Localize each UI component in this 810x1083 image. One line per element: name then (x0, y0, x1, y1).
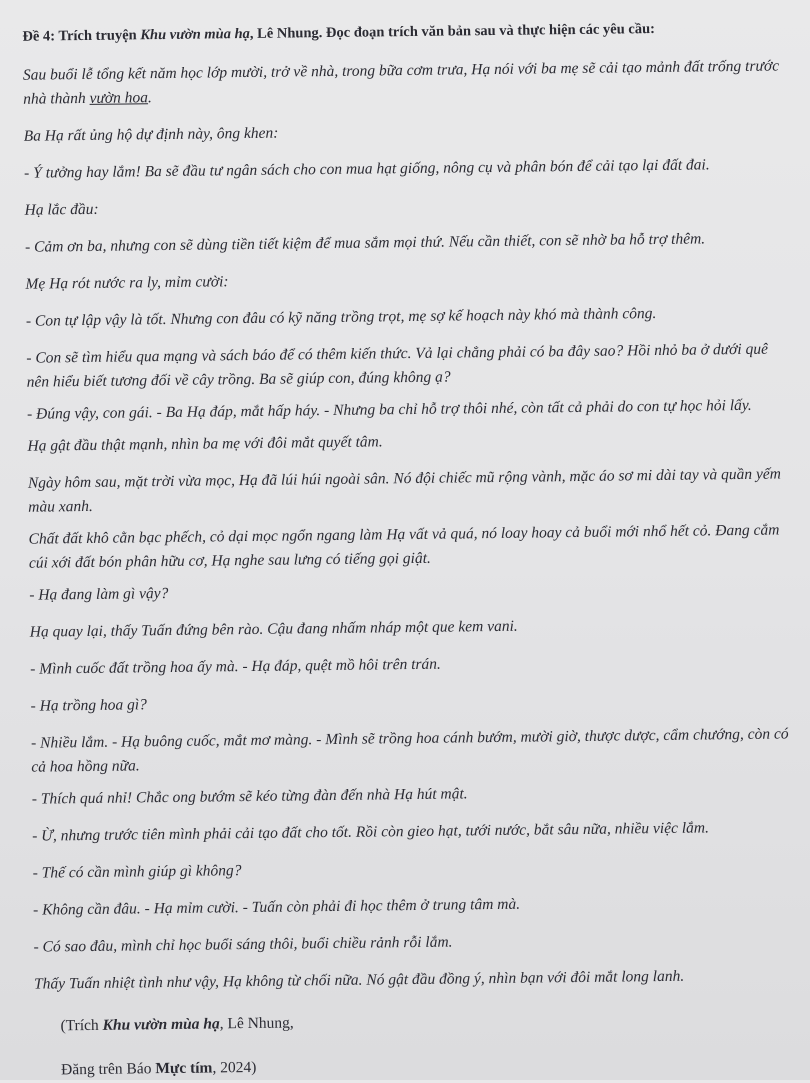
title-prefix: Đề 4: Trích truyện (22, 27, 141, 45)
citation-line-1 (60, 1005, 794, 1038)
intro-paragraph (23, 54, 784, 111)
story-paragraph: - Hạ đang làm gì vậy? (29, 584, 169, 604)
intro-text: Sau buổi lễ tổng kết năm học lớp mười, trở về nhà, trong bữa cơm trưa, Hạ nói với ba mẹ sẽ cải tạo mảnh đất trống trước nhà thành (22, 57, 780, 108)
story-paragraph: Mẹ Hạ rót nước ra ly, mỉm cười: (25, 273, 229, 293)
citation-published-prefix: Đăng trên Báo (60, 1060, 156, 1079)
story-paragraph: - Có sao đâu, mình chỉ học buổi sáng thôi, buổi chiều rảnh rỗi lắm. (33, 933, 453, 956)
story-paragraph: Thấy Tuấn nhiệt tình như vậy, Hạ không từ chối nữa. Nó gật đầu đồng ý, nhìn bạn với đôi mắt long lanh. (33, 967, 685, 993)
citation-newspaper: Mực tím (155, 1059, 213, 1078)
story-paragraph: - Ý tưởng hay lắm! Ba sẽ đầu tư ngân sách cho con mua hạt giống, nông cụ và phân bón để cải tạo lại đất đai. (24, 156, 710, 182)
story-paragraph: - Thế có cần mình giúp gì không? (32, 862, 242, 882)
title-rest: , Lê Nhung. Đọc đoạn trích văn bản sau và thực hiện các yêu cầu: (249, 21, 656, 42)
story-paragraph: - Không cần đâu. - Hạ mỉm cười. - Tuấn còn phải đi học thêm ở trung tâm mà. (33, 895, 521, 919)
story-paragraph: - Con sẽ tìm hiểu qua mạng và sách báo để có thêm kiến thức. Vả lại chẳng phải có ba đây sao? Hồi nhỏ ba ở dưới quê nên hiểu biết tương đối về cây trồng. Ba sẽ giúp con, đúng không ạ? (26, 340, 769, 391)
title-work-name: Khu vườn mùa hạ (140, 25, 250, 44)
story-paragraph: - Nhiều lắm. - Hạ buông cuốc, mắt mơ màng. - Mình sẽ trồng hoa cánh bướm, mười giờ, thược dược, cẩm chướng, còn có cả hoa hồng nữa. (30, 725, 789, 776)
story-paragraph: Chất đất khô cằn bạc phếch, cỏ dại mọc ngổn ngang làm Hạ vất vả quá, nó loay hoay cả buổi mới nhổ hết cỏ. Đang cắm cúi xới đất bón phân hữu cơ, Hạ nghe sau lưng có tiếng gọi giật. (28, 521, 780, 572)
story-paragraph: - Ừ, nhưng trước tiên mình phải cải tạo đất cho tốt. Rồi còn gieo hạt, tưới nước, bắt sâu nữa, nhiều việc lắm. (32, 819, 710, 845)
story-paragraph: Ba Hạ rất ủng hộ dự định này, ông khen: (23, 124, 279, 145)
story-paragraph: - Thích quá nhỉ! Chắc ong bướm sẽ kéo từng đàn đến nhà Hạ hút mật. (31, 785, 468, 808)
story-paragraph: Hạ quay lại, thấy Tuấn đứng bên rào. Cậu đang nhấm nháp một que kem vani. (29, 617, 518, 641)
citation-author: , Lê Nhung, (219, 1014, 294, 1033)
story-paragraph: Ngày hôm sau, mặt trời vừa mọc, Hạ đã lúi húi ngoài sân. Nó đội chiếc mũ rộng vành, mặc áo sơ mi dài tay và quần yếm màu xanh. (27, 465, 781, 516)
intro-end: . (147, 89, 152, 107)
intro-underlined-phrase: vườn hoa (89, 89, 149, 107)
story-paragraph: - Đúng vậy, con gái. - Ba Hạ đáp, mắt hấp háy. - Nhưng ba chỉ hỗ trợ thôi nhé, còn tất cả phải do con tự học hỏi lấy. (26, 396, 752, 423)
citation-published-suffix: , 2024) (212, 1058, 257, 1077)
citation-open: (Trích (60, 1016, 103, 1035)
source-citation (60, 1005, 795, 1082)
story-paragraph: - Hạ trồng hoa gì? (30, 696, 147, 715)
story-paragraph: Hạ lắc đầu: (24, 200, 99, 219)
story-paragraph: Hạ gật đầu thật mạnh, nhìn ba mẹ với đôi mắt quyết tâm. (27, 433, 383, 455)
story-paragraph: - Cảm ơn ba, nhưng con sẽ dùng tiền tiết kiệm để mua sắm mọi thứ. Nếu cần thiết, con sẽ nhờ ba hỗ trợ thêm. (24, 230, 706, 256)
citation-line-2 (61, 1049, 795, 1082)
exercise-title (22, 18, 782, 45)
story-paragraph: - Mình cuốc đất trồng hoa ấy mà. - Hạ đáp, quệt mồ hôi trên trán. (30, 655, 441, 678)
story-paragraph: - Con tự lập vậy là tốt. Nhưng con đâu có kỹ năng trồng trọt, mẹ sợ kế hoạch này khó mà thành công. (25, 305, 657, 330)
citation-work-name: Khu vườn mùa hạ (102, 1015, 220, 1034)
